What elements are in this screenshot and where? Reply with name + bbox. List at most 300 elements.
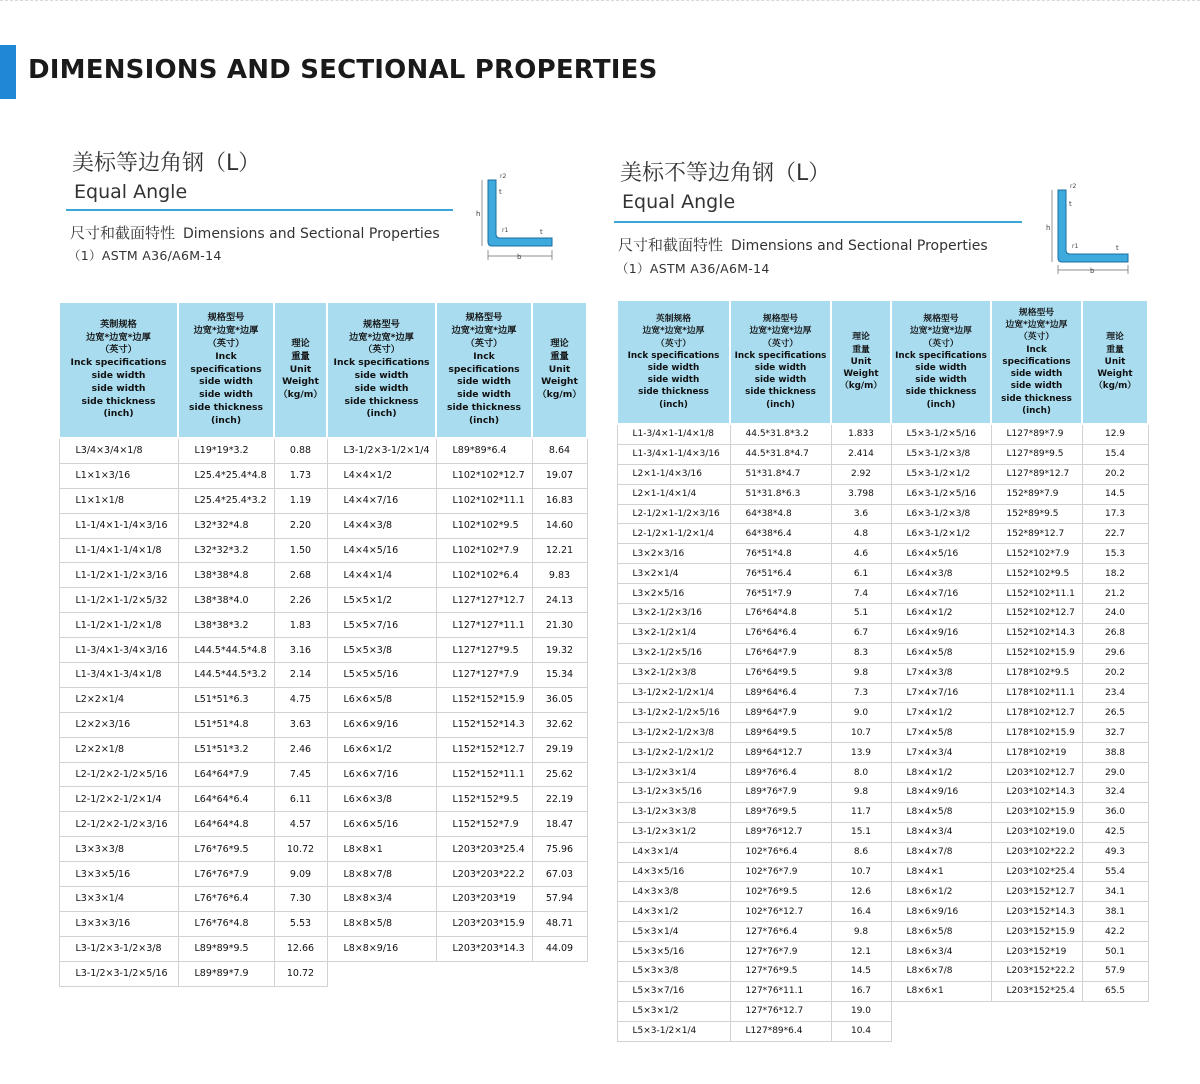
left-weight-cell: 2.46 — [274, 737, 327, 762]
right-spec-cell: L6×4×5/16 — [891, 544, 991, 564]
left-spec-cell: L6×6×1/2 — [327, 737, 436, 762]
right-header-line: 重量 — [852, 344, 870, 355]
left-standard: （1）ASTM A36/A6M-14 — [68, 248, 222, 263]
right-header-line: Inck specifications — [895, 350, 987, 361]
right-spec-cell: L203*152*15.9 — [991, 922, 1082, 942]
right-table-row — [617, 842, 1148, 862]
left-header-line: side thickness — [189, 401, 263, 413]
left-header-line: Inck specifications — [70, 357, 167, 369]
left-spec-cell: L1-3/4×1-3/4×1/8 — [59, 663, 178, 688]
left-weight-cell: 2.68 — [274, 563, 327, 588]
left-spec-cell: L1-1/2×1-1/2×5/32 — [59, 588, 178, 613]
left-spec-cell: L3/4×3/4×1/8 — [59, 438, 178, 463]
right-table-row — [617, 524, 1148, 544]
right-spec-cell: L178*102*12.7 — [991, 703, 1082, 723]
left-diagram-t-label: t — [499, 188, 502, 196]
left-spec-cell: L152*152*14.3 — [436, 712, 532, 737]
left-spec-cell: L51*51*3.2 — [178, 737, 274, 762]
left-weight-cell: 10.72 — [274, 961, 327, 986]
right-empty-cell — [991, 1021, 1082, 1041]
right-spec-cell: L178*102*11.1 — [991, 683, 1082, 703]
right-spec-cell: L3×2-1/2×3/16 — [617, 604, 730, 624]
left-subtitle-en: Dimensions and Sectional Properties — [183, 226, 440, 242]
right-header-line: 规格型号 — [923, 314, 959, 325]
right-header-line: （英寸） — [1018, 332, 1055, 343]
right-weight-cell: 8.3 — [831, 643, 891, 663]
left-subtitle — [70, 222, 440, 243]
left-spec-cell: L25.4*25.4*4.8 — [178, 463, 274, 488]
left-spec-cell: L1×1×3/16 — [59, 463, 178, 488]
right-weight-cell: 7.4 — [831, 584, 891, 604]
right-table-row — [617, 623, 1148, 643]
right-spec-cell: L89*64*7.9 — [730, 703, 831, 723]
right-header-col-2 — [831, 300, 891, 424]
left-header-line: （英寸） — [363, 344, 400, 356]
left-subtitle-cn: 尺寸和截面特性 — [70, 224, 176, 242]
left-spec-cell: L32*32*3.2 — [178, 538, 274, 563]
right-diagram-h-label: h — [1046, 224, 1051, 232]
right-weight-cell: 14.5 — [831, 962, 891, 982]
right-spec-cell: L152*102*11.1 — [991, 584, 1082, 604]
right-spec-cell: 127*76*12.7 — [730, 1001, 831, 1021]
right-weight-cell: 12.6 — [831, 882, 891, 902]
left-spec-cell: L51*51*6.3 — [178, 687, 274, 712]
right-table-row — [617, 484, 1148, 504]
left-weight-cell: 21.30 — [532, 613, 587, 638]
left-spec-cell: L89*89*6.4 — [436, 438, 532, 463]
right-spec-cell: 102*76*7.9 — [730, 862, 831, 882]
right-spec-cell: L6×3-1/2×5/16 — [891, 484, 991, 504]
left-weight-cell: 7.45 — [274, 762, 327, 787]
left-header-line: side width — [457, 376, 511, 388]
right-weight-cell: 7.3 — [831, 683, 891, 703]
left-spec-cell: L152*152*12.7 — [436, 737, 532, 762]
right-spec-cell: L203*102*22.2 — [991, 842, 1082, 862]
right-spec-cell: L1-3/4×1-1/4×1/8 — [617, 424, 730, 444]
right-spec-cell: L3×2-1/2×1/4 — [617, 623, 730, 643]
right-header-line: side width — [647, 363, 700, 373]
right-spec-cell: 127*76*11.1 — [730, 981, 831, 1001]
left-spec-cell: L2×2×1/8 — [59, 737, 178, 762]
left-header-line: Unit — [289, 363, 312, 375]
left-header-line: （kg/m） — [278, 389, 323, 401]
left-spec-cell: L3×3×3/16 — [59, 911, 178, 936]
right-table-row — [617, 584, 1148, 604]
right-diagram-t2-label: t — [1116, 244, 1119, 252]
right-spec-cell: L4×3×3/8 — [617, 882, 730, 902]
right-header-line: 理论 — [1106, 332, 1124, 343]
left-spec-cell: L102*102*11.1 — [436, 488, 532, 513]
right-header-line: 边宽*边宽*边厚 — [1005, 320, 1068, 331]
right-spec-cell: L5×3-1/2×5/16 — [891, 424, 991, 444]
right-table-row — [617, 802, 1148, 822]
right-header-line: side width — [1010, 369, 1063, 380]
right-section-rule — [614, 221, 1022, 223]
left-spec-cell: L152*152*7.9 — [436, 812, 532, 837]
right-weight-cell: 34.1 — [1082, 882, 1148, 902]
left-weight-cell: 3.63 — [274, 712, 327, 737]
left-header-line: side width — [91, 382, 146, 394]
left-header-line: 英制规格 — [100, 318, 137, 330]
right-spec-cell: L203*102*14.3 — [991, 783, 1082, 803]
left-spec-cell: L1×1×1/8 — [59, 488, 178, 513]
right-weight-cell: 13.9 — [831, 743, 891, 763]
right-spec-cell: L3-1/2×3×1/4 — [617, 763, 730, 783]
left-header-line: Unit — [548, 363, 571, 375]
right-weight-cell: 14.5 — [1082, 484, 1148, 504]
right-spec-cell: L127*89*12.7 — [991, 464, 1082, 484]
right-spec-cell: 102*76*9.5 — [730, 882, 831, 902]
left-diagram-b-label: b — [517, 253, 522, 261]
right-table-row — [617, 424, 1148, 444]
right-weight-cell: 38.8 — [1082, 743, 1148, 763]
left-header-line: (inch) — [103, 408, 134, 420]
right-header-col-1 — [730, 300, 831, 424]
left-weight-cell: 1.50 — [274, 538, 327, 563]
right-spec-cell: L89*64*6.4 — [730, 683, 831, 703]
left-weight-cell: 3.16 — [274, 638, 327, 663]
right-table-row — [617, 1001, 1148, 1021]
left-weight-cell: 2.20 — [274, 513, 327, 538]
right-header-line: side width — [647, 375, 700, 386]
right-table-row — [617, 504, 1148, 524]
right-spec-cell: L7×4×7/16 — [891, 683, 991, 703]
right-header-line: side thickness — [905, 387, 977, 398]
right-spec-cell: L6×4×5/8 — [891, 643, 991, 663]
right-spec-cell: L127*89*9.5 — [991, 444, 1082, 464]
right-spec-cell: L7×4×5/8 — [891, 723, 991, 743]
left-spec-cell: L64*64*6.4 — [178, 787, 274, 812]
right-weight-cell: 50.1 — [1082, 942, 1148, 962]
right-header-line: 英制规格 — [655, 314, 692, 325]
right-header-line: 理论 — [852, 332, 870, 343]
right-header-line: side thickness — [1001, 393, 1072, 404]
left-spec-cell: L6×6×5/16 — [327, 812, 436, 837]
right-header-line: Weight — [1097, 369, 1133, 380]
left-table-row — [59, 837, 587, 862]
left-table-row — [59, 513, 587, 538]
right-spec-cell: L203*152*19 — [991, 942, 1082, 962]
right-spec-cell: L8×4×5/8 — [891, 802, 991, 822]
right-empty-cell — [891, 1001, 991, 1021]
right-spec-cell: L178*102*9.5 — [991, 663, 1082, 683]
right-spec-cell: 64*38*4.8 — [730, 504, 831, 524]
right-weight-cell: 11.7 — [831, 802, 891, 822]
left-spec-cell: L203*203*22.2 — [436, 862, 532, 887]
right-weight-cell: 42.5 — [1082, 822, 1148, 842]
left-header-line: 理论 — [291, 338, 310, 349]
right-header-line: (inch) — [1022, 405, 1051, 416]
left-spec-cell: L4×4×3/8 — [327, 513, 436, 538]
left-table-row — [59, 588, 587, 613]
right-spec-cell: L152*102*15.9 — [991, 643, 1082, 663]
left-weight-cell: 67.03 — [532, 862, 587, 887]
right-header-line: (inch) — [926, 399, 956, 410]
right-header-line: Unit — [850, 356, 872, 367]
left-spec-cell: L203*203*19 — [436, 887, 532, 912]
right-header-line: side thickness — [745, 387, 816, 398]
left-table-row — [59, 563, 587, 588]
right-spec-cell: L8×6×3/4 — [891, 942, 991, 962]
left-header-line: side width — [457, 389, 511, 401]
right-header-line: （kg/m） — [1093, 381, 1137, 392]
left-weight-cell: 15.34 — [532, 663, 587, 688]
left-spec-cell: L25.4*25.4*3.2 — [178, 488, 274, 513]
right-weight-cell: 20.2 — [1082, 464, 1148, 484]
right-spec-cell: L3-1/2×3×5/16 — [617, 783, 730, 803]
left-spec-cell: L4×4×1/4 — [327, 563, 436, 588]
right-spec-cell: L89*64*9.5 — [730, 723, 831, 743]
left-spec-cell: L1-1/2×1-1/2×1/8 — [59, 613, 178, 638]
left-spec-cell: L44.5*44.5*4.8 — [178, 638, 274, 663]
left-spec-cell: L102*102*9.5 — [436, 513, 532, 538]
right-spec-cell: L2×1-1/4×3/16 — [617, 464, 730, 484]
right-weight-cell: 4.6 — [831, 544, 891, 564]
right-table-row — [617, 604, 1148, 624]
left-header-col-4 — [436, 302, 532, 438]
left-table-row — [59, 936, 587, 961]
left-spec-cell: L3×3×5/16 — [59, 862, 178, 887]
right-weight-cell: 2.414 — [831, 444, 891, 464]
left-table-row — [59, 712, 587, 737]
left-spec-cell: L203*203*14.3 — [436, 936, 532, 961]
right-spec-cell: L6×4×3/8 — [891, 564, 991, 584]
left-header-line: 边宽*边宽*边厚 — [86, 331, 151, 343]
left-table-row — [59, 887, 587, 912]
right-spec-cell: 152*89*9.5 — [991, 504, 1082, 524]
right-weight-cell: 10.7 — [831, 862, 891, 882]
right-spec-cell: L203*152*22.2 — [991, 962, 1082, 982]
right-spec-cell: L3-1/2×2-1/2×5/16 — [617, 703, 730, 723]
right-header-line: side thickness — [638, 387, 709, 398]
right-weight-cell: 26.8 — [1082, 623, 1148, 643]
left-spec-cell: L8×8×9/16 — [327, 936, 436, 961]
right-spec-cell: L203*152*12.7 — [991, 882, 1082, 902]
right-weight-cell: 9.8 — [831, 783, 891, 803]
left-title-en: Equal Angle — [74, 181, 188, 203]
right-spec-cell: L8×6×7/8 — [891, 962, 991, 982]
right-spec-cell: 152*89*7.9 — [991, 484, 1082, 504]
left-weight-cell: 25.62 — [532, 762, 587, 787]
right-spec-cell: L76*64*4.8 — [730, 604, 831, 624]
left-spec-cell: L4×4×1/2 — [327, 463, 436, 488]
right-spec-cell: 76*51*4.8 — [730, 544, 831, 564]
right-table-row — [617, 763, 1148, 783]
right-weight-cell: 22.7 — [1082, 524, 1148, 544]
right-weight-cell: 29.6 — [1082, 643, 1148, 663]
right-spec-cell: L89*64*12.7 — [730, 743, 831, 763]
left-weight-cell: 9.83 — [532, 563, 587, 588]
left-spec-cell: L1-3/4×1-3/4×3/16 — [59, 638, 178, 663]
right-spec-cell: 127*76*7.9 — [730, 942, 831, 962]
right-weight-cell: 15.1 — [831, 822, 891, 842]
left-weight-cell: 19.32 — [532, 638, 587, 663]
left-spec-cell: L4×4×5/16 — [327, 538, 436, 563]
right-weight-cell: 23.4 — [1082, 683, 1148, 703]
right-table-row — [617, 862, 1148, 882]
right-spec-cell: L3-1/2×2-1/2×1/2 — [617, 743, 730, 763]
right-spec-cell: L89*76*7.9 — [730, 783, 831, 803]
left-header-line: （英寸） — [207, 338, 245, 349]
right-spec-cell: L76*64*9.5 — [730, 663, 831, 683]
right-table-row — [617, 902, 1148, 922]
right-weight-cell: 6.7 — [831, 623, 891, 643]
left-table-row — [59, 438, 587, 463]
left-spec-cell: L3-1/2×3-1/2×5/16 — [59, 961, 178, 986]
right-diagram-r1-label: r1 — [1072, 243, 1079, 250]
right-spec-cell: 76*51*7.9 — [730, 584, 831, 604]
left-weight-cell: 12.66 — [274, 936, 327, 961]
right-header-line: 边宽*边宽*边厚 — [642, 326, 705, 337]
right-table-row — [617, 942, 1148, 962]
right-spec-cell: L76*64*7.9 — [730, 643, 831, 663]
right-subtitle-en: Dimensions and Sectional Properties — [731, 238, 988, 254]
right-weight-cell: 15.4 — [1082, 444, 1148, 464]
right-weight-cell: 32.4 — [1082, 783, 1148, 803]
right-weight-cell: 9.8 — [831, 663, 891, 683]
right-weight-cell: 16.4 — [831, 902, 891, 922]
left-weight-cell: 18.47 — [532, 812, 587, 837]
right-spec-cell: L3-1/2×2-1/2×3/8 — [617, 723, 730, 743]
left-spec-cell: L8×8×3/4 — [327, 887, 436, 912]
right-spec-cell: L5×3×1/2 — [617, 1001, 730, 1021]
left-weight-cell: 24.13 — [532, 588, 587, 613]
right-spec-cell: 127*76*6.4 — [730, 922, 831, 942]
right-weight-cell: 2.92 — [831, 464, 891, 484]
left-header-line: side width — [91, 370, 146, 381]
left-spec-cell: L5×5×5/16 — [327, 663, 436, 688]
right-header-line: side width — [754, 375, 807, 386]
right-spec-cell: L8×6×9/16 — [891, 902, 991, 922]
left-spec-cell: L152*152*11.1 — [436, 762, 532, 787]
right-weight-cell: 32.7 — [1082, 723, 1148, 743]
left-weight-cell: 1.73 — [274, 463, 327, 488]
right-spec-cell: L127*89*7.9 — [991, 424, 1082, 444]
left-table-row — [59, 787, 587, 812]
right-spec-cell: L89*76*9.5 — [730, 802, 831, 822]
right-spec-cell: L8×6×5/8 — [891, 922, 991, 942]
right-weight-cell: 29.0 — [1082, 763, 1148, 783]
right-spec-cell: L6×4×1/2 — [891, 604, 991, 624]
left-header-line: （kg/m） — [537, 389, 582, 401]
right-table-row — [617, 822, 1148, 842]
right-header-col-0 — [617, 300, 730, 424]
right-header-line: （英寸） — [762, 338, 799, 349]
right-empty-cell — [991, 1001, 1082, 1021]
left-header-line: Inck specifications — [448, 350, 520, 375]
left-spec-cell: L64*64*4.8 — [178, 812, 274, 837]
right-weight-cell: 1.833 — [831, 424, 891, 444]
right-spec-cell: L5×3×7/16 — [617, 981, 730, 1001]
right-spec-cell: L4×3×1/2 — [617, 902, 730, 922]
left-weight-cell: 16.83 — [532, 488, 587, 513]
right-weight-cell: 10.4 — [831, 1021, 891, 1041]
left-spec-cell: L5×5×7/16 — [327, 613, 436, 638]
left-weight-cell: 44.09 — [532, 936, 587, 961]
right-spec-cell: 152*89*12.7 — [991, 524, 1082, 544]
right-weight-cell: 26.5 — [1082, 703, 1148, 723]
left-diagram-t2-label: t — [540, 228, 543, 236]
right-spec-cell: L8×4×7/8 — [891, 842, 991, 862]
header-accent-bar — [0, 45, 16, 99]
right-spec-cell: L3-1/2×3×1/2 — [617, 822, 730, 842]
right-table-row — [617, 743, 1148, 763]
left-spec-cell: L89*89*7.9 — [178, 961, 274, 986]
right-header-line: 重量 — [1106, 344, 1124, 355]
left-weight-cell: 2.14 — [274, 663, 327, 688]
right-spec-cell: L89*76*12.7 — [730, 822, 831, 842]
left-spec-cell: L4×4×7/16 — [327, 488, 436, 513]
right-spec-cell: L5×3-1/2×3/8 — [891, 444, 991, 464]
left-header-line: 重量 — [291, 350, 310, 362]
right-subtitle-cn: 尺寸和截面特性 — [618, 236, 724, 254]
right-weight-cell: 12.1 — [831, 942, 891, 962]
right-spec-cell: L3×2-1/2×5/16 — [617, 643, 730, 663]
left-spec-cell: L6×6×3/8 — [327, 787, 436, 812]
right-header-col-4 — [991, 300, 1082, 424]
right-title-cn: 美标不等边角钢（L） — [620, 161, 831, 186]
right-table-row — [617, 564, 1148, 584]
left-header-col-2 — [274, 302, 327, 438]
right-spec-cell: L3×2×3/16 — [617, 544, 730, 564]
right-spec-cell: 51*31.8*4.7 — [730, 464, 831, 484]
right-spec-table — [616, 299, 1149, 1042]
right-weight-cell: 10.7 — [831, 723, 891, 743]
right-table-row — [617, 464, 1148, 484]
right-weight-cell: 4.8 — [831, 524, 891, 544]
left-header-line: Weight — [282, 376, 319, 388]
right-spec-cell: L3-1/2×2-1/2×1/4 — [617, 683, 730, 703]
left-table-row — [59, 961, 587, 986]
left-spec-cell: L127*127*12.7 — [436, 588, 532, 613]
left-spec-cell: L102*102*12.7 — [436, 463, 532, 488]
left-spec-cell: L2×2×3/16 — [59, 712, 178, 737]
left-spec-cell: L76*76*7.9 — [178, 862, 274, 887]
right-table-row — [617, 962, 1148, 982]
right-spec-cell: L8×4×3/4 — [891, 822, 991, 842]
right-weight-cell: 16.7 — [831, 981, 891, 1001]
left-header-line: side thickness — [81, 395, 156, 407]
right-spec-cell: L5×3×3/8 — [617, 962, 730, 982]
left-header-col-3 — [327, 302, 436, 438]
right-table-row — [617, 703, 1148, 723]
right-weight-cell: 8.0 — [831, 763, 891, 783]
right-weight-cell: 20.2 — [1082, 663, 1148, 683]
right-weight-cell: 57.9 — [1082, 962, 1148, 982]
left-weight-cell: 1.83 — [274, 613, 327, 638]
left-table-row — [59, 488, 587, 513]
left-spec-cell: L19*19*3.2 — [178, 438, 274, 463]
left-spec-cell: L76*76*4.8 — [178, 911, 274, 936]
right-spec-cell: 51*31.8*6.3 — [730, 484, 831, 504]
right-spec-cell: L203*152*25.4 — [991, 981, 1082, 1001]
left-weight-cell: 36.05 — [532, 687, 587, 712]
right-spec-cell: L152*102*14.3 — [991, 623, 1082, 643]
right-spec-cell: L7×4×1/2 — [891, 703, 991, 723]
left-spec-cell: L38*38*3.2 — [178, 613, 274, 638]
left-diagram-r1-label: r1 — [502, 227, 509, 234]
left-weight-cell: 10.72 — [274, 837, 327, 862]
right-weight-cell: 12.9 — [1082, 424, 1148, 444]
left-weight-cell: 4.57 — [274, 812, 327, 837]
right-spec-cell: L203*102*12.7 — [991, 763, 1082, 783]
right-spec-cell: L4×3×5/16 — [617, 862, 730, 882]
left-spec-cell: L8×8×1 — [327, 837, 436, 862]
left-diagram-r2-label: r2 — [500, 173, 507, 180]
right-spec-cell: 64*38*6.4 — [730, 524, 831, 544]
left-spec-cell: L3-1/2×3-1/2×1/4 — [327, 438, 436, 463]
left-spec-cell: L8×8×5/8 — [327, 911, 436, 936]
